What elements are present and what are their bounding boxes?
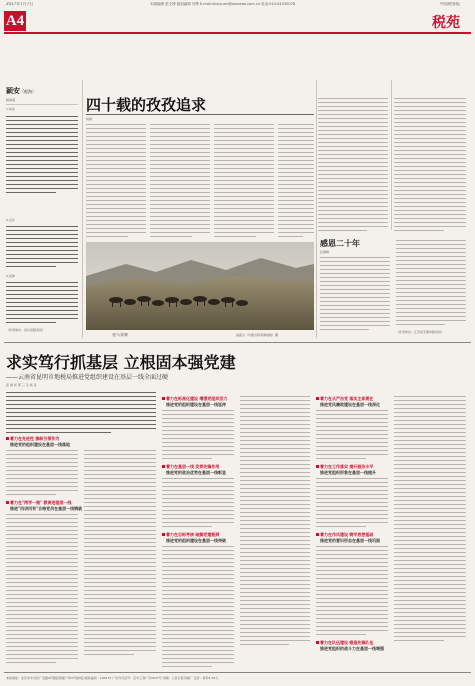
left-text-block-1 bbox=[6, 116, 78, 196]
photo-caption-credit: 翁振兴（内蒙古阿荣旗地税）摄 bbox=[236, 333, 279, 337]
section-head-2: 着力在"两学一做" 教育进基层一线 bbox=[6, 500, 72, 506]
section-sub-8: 推进党的意识形态在基层一线巩固 bbox=[320, 538, 380, 543]
lead-col1-b bbox=[6, 514, 78, 666]
lead-col5-b bbox=[316, 478, 388, 530]
header-rule bbox=[4, 32, 471, 34]
lead-col6 bbox=[394, 396, 466, 644]
header-date: 2017年7月7日 bbox=[6, 2, 34, 6]
left-text-block-3 bbox=[6, 282, 78, 326]
feature-photo bbox=[86, 242, 314, 330]
section-sub-2: 推进"四讲四有"合格党员在基层一线铸就 bbox=[10, 506, 83, 511]
feature-title: 四十载的孜孜追求 bbox=[86, 96, 207, 114]
section-sub-3: 推进党的组织建设在基层一线延伸 bbox=[166, 402, 226, 407]
horses-landscape-image bbox=[86, 242, 314, 330]
right-feature-footer: （作者单位：江苏省无锡市税务局） bbox=[396, 330, 445, 334]
photo-caption-title: 骏马奔腾 bbox=[112, 333, 128, 337]
author-note: （税海） bbox=[20, 89, 36, 94]
header-paper: 中国税务报 bbox=[440, 2, 460, 6]
left-column-note: （作者单位：四川省税务局） bbox=[6, 328, 46, 332]
lead-col5-c bbox=[316, 546, 388, 638]
right-feature-byline: 汪继梅 bbox=[320, 250, 330, 254]
section-sub-7: 推进党组织形象在基层一线提升 bbox=[320, 470, 376, 475]
lead-col3-a bbox=[162, 410, 234, 462]
feature-byline: 杨晨 bbox=[86, 117, 93, 121]
left-text-block-2 bbox=[6, 226, 78, 270]
feature-col-5 bbox=[318, 98, 388, 234]
section-sub-4: 推进党的政治优势在基层一线彰显 bbox=[166, 470, 226, 475]
lead-col3-b bbox=[162, 478, 234, 530]
feature-col-4 bbox=[278, 124, 314, 240]
lead-col3-c bbox=[162, 546, 234, 670]
lead-intro bbox=[6, 392, 156, 436]
author-name: 颖安 bbox=[6, 87, 20, 95]
section-head-3: 着力在标准化建设 增强党组织活力 bbox=[162, 396, 227, 402]
right-feature-title: 感恩二十年 bbox=[320, 238, 360, 248]
page-footer: 本报地址：北京市丰台区广安路9号国投财富广场3号楼9层 邮政编码：100073 广告许可证号：京丰工商广字0047号 印刷：人民日报印刷厂 定价：每份1.50元 bbox=[6, 676, 219, 680]
lead-col4 bbox=[240, 396, 310, 648]
section-sub-6: 推进党风廉政建设在基层一线深化 bbox=[320, 402, 380, 407]
section-name: 税苑 bbox=[432, 15, 460, 31]
lead-byline: 张 国 祥 郭 三 宝 杨 丹 bbox=[6, 383, 37, 387]
section-head-8: 着力在作风建设 铸牢思想基础 bbox=[316, 532, 373, 538]
feature-col-3 bbox=[214, 124, 274, 240]
section-sub-5: 推进党的组织建设在基层一线突破 bbox=[166, 538, 226, 543]
feature-col-2 bbox=[150, 124, 210, 240]
section1-label: 1.综述 bbox=[6, 107, 15, 111]
feature-col-1 bbox=[86, 124, 146, 240]
section-sub-1: 推进党的组织建设在基层一线落地 bbox=[10, 442, 70, 447]
right-feature-col-2 bbox=[396, 240, 466, 328]
right-feature-col-1 bbox=[320, 257, 390, 333]
feature-col-6 bbox=[394, 98, 466, 234]
section-sub-9: 推进党组织的战斗力在基层一线增强 bbox=[320, 646, 384, 651]
column-author bbox=[6, 86, 36, 96]
column-label: 税海观 bbox=[6, 98, 16, 102]
section-head-6: 着力在从严治党 落实主体责任 bbox=[316, 396, 373, 402]
section2-label: 2.点评 bbox=[6, 218, 15, 222]
lead-col5-a bbox=[316, 410, 388, 462]
section-head-4: 着力在基层一线 发挥先锋作用 bbox=[162, 464, 219, 470]
section-head-5: 着力在目标考核 破解党建瓶颈 bbox=[162, 532, 219, 538]
section-head-9: 着力在队伍建设 锻造先锋队伍 bbox=[316, 640, 373, 646]
section3-label: 3.延伸 bbox=[6, 274, 15, 278]
section-head-7: 着力在工作落实 提升服务水平 bbox=[316, 464, 373, 470]
lead-col2 bbox=[84, 450, 156, 658]
lead-col1-a bbox=[6, 450, 78, 498]
lead-title: 求实笃行抓基层 立根固本强党建 bbox=[6, 353, 236, 372]
section-head-1: 着力在先进性 旗帜引领作为 bbox=[6, 436, 59, 442]
header-nav: 本版编辑 张文博 版面编辑 肖辉 E-mail:shuiyuan@taxnews.com.cn 电话:010-61930078 bbox=[150, 2, 296, 6]
lead-subtitle: ——云南省昆明市地税局推进党组织建设在基层一线全面过硬 bbox=[6, 374, 169, 381]
page-number: A4 bbox=[5, 13, 25, 29]
